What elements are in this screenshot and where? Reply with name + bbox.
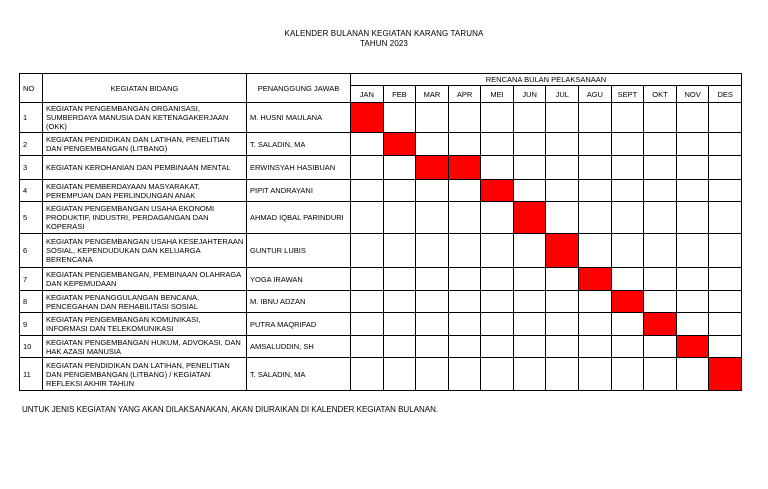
month-cell-nov bbox=[676, 103, 709, 133]
month-cell-des bbox=[709, 156, 742, 180]
month-cell-des bbox=[709, 234, 742, 268]
table-row bbox=[20, 336, 742, 358]
month-cell-jul bbox=[546, 291, 579, 313]
month-cell-des bbox=[709, 291, 742, 313]
person-in-charge: M. HUSNI MAULANA bbox=[247, 103, 351, 133]
month-cell-agu bbox=[579, 291, 612, 313]
active-month-cell-nov bbox=[676, 336, 709, 358]
month-cell-apr bbox=[448, 268, 481, 291]
header-pic: PENANGGUNG JAWAB bbox=[247, 74, 351, 103]
month-cell-agu bbox=[579, 103, 612, 133]
active-month-cell-sept bbox=[611, 291, 644, 313]
month-cell-sept bbox=[611, 268, 644, 291]
month-cell-des bbox=[709, 103, 742, 133]
month-cell-mei bbox=[481, 133, 514, 156]
month-cell-okt bbox=[644, 358, 677, 391]
month-cell-jan bbox=[351, 133, 384, 156]
month-cell-okt bbox=[644, 202, 677, 234]
month-header-sept: SEPT bbox=[611, 86, 644, 103]
month-cell-jul bbox=[546, 336, 579, 358]
month-cell-agu bbox=[579, 180, 612, 202]
person-in-charge: YOGA IRAWAN bbox=[247, 268, 351, 291]
month-cell-nov bbox=[676, 234, 709, 268]
month-cell-apr bbox=[448, 291, 481, 313]
document-subtitle: TAHUN 2023 bbox=[360, 39, 408, 48]
month-cell-apr bbox=[448, 103, 481, 133]
month-cell-okt bbox=[644, 103, 677, 133]
month-cell-jul bbox=[546, 358, 579, 391]
month-cell-agu bbox=[579, 202, 612, 234]
month-cell-jun bbox=[513, 156, 546, 180]
month-cell-sept bbox=[611, 313, 644, 336]
month-cell-jan bbox=[351, 180, 384, 202]
month-cell-sept bbox=[611, 336, 644, 358]
header-plan: RENCANA BULAN PELAKSANAAN bbox=[351, 74, 742, 86]
month-cell-sept bbox=[611, 180, 644, 202]
month-cell-feb bbox=[383, 336, 416, 358]
table-row bbox=[20, 268, 742, 291]
month-cell-apr bbox=[448, 234, 481, 268]
active-month-cell-apr bbox=[448, 156, 481, 180]
row-number: 8 bbox=[20, 291, 43, 313]
month-header-mei: MEI bbox=[481, 86, 514, 103]
month-cell-okt bbox=[644, 268, 677, 291]
activity-name: KEGIATAN PENDIDIKAN DAN LATIHAN, PENELITIAN DAN PENGEMBANGAN (LITBANG) / KEGIATAN REFLEKSI AKHIR TAHUN bbox=[43, 358, 247, 391]
month-cell-jun bbox=[513, 103, 546, 133]
month-cell-jan bbox=[351, 336, 384, 358]
month-cell-feb bbox=[383, 313, 416, 336]
active-month-cell-mar bbox=[416, 156, 449, 180]
month-cell-jun bbox=[513, 291, 546, 313]
month-cell-nov bbox=[676, 133, 709, 156]
month-cell-sept bbox=[611, 133, 644, 156]
month-cell-mei bbox=[481, 336, 514, 358]
month-header-agu: AGU bbox=[579, 86, 612, 103]
row-number: 4 bbox=[20, 180, 43, 202]
month-header-feb: FEB bbox=[383, 86, 416, 103]
month-cell-okt bbox=[644, 180, 677, 202]
month-cell-jun bbox=[513, 336, 546, 358]
table-row bbox=[20, 358, 742, 391]
person-in-charge: PIPIT ANDRAYANI bbox=[247, 180, 351, 202]
person-in-charge: M. IBNU ADZAN bbox=[247, 291, 351, 313]
row-number: 1 bbox=[20, 103, 43, 133]
person-in-charge: T. SALADIN, MA bbox=[247, 133, 351, 156]
active-month-cell-jun bbox=[513, 202, 546, 234]
month-cell-feb bbox=[383, 268, 416, 291]
month-cell-des bbox=[709, 336, 742, 358]
month-cell-des bbox=[709, 133, 742, 156]
row-number: 7 bbox=[20, 268, 43, 291]
month-cell-mar bbox=[416, 336, 449, 358]
active-month-cell-okt bbox=[644, 313, 677, 336]
month-cell-jan bbox=[351, 358, 384, 391]
month-header-mar: MAR bbox=[416, 86, 449, 103]
person-in-charge: AHMAD IQBAL PARINDURI bbox=[247, 202, 351, 234]
month-cell-okt bbox=[644, 234, 677, 268]
active-month-cell-des bbox=[709, 358, 742, 391]
month-cell-jun bbox=[513, 313, 546, 336]
month-cell-okt bbox=[644, 336, 677, 358]
active-month-cell-jul bbox=[546, 234, 579, 268]
month-cell-jun bbox=[513, 180, 546, 202]
row-number: 3 bbox=[20, 156, 43, 180]
month-cell-apr bbox=[448, 202, 481, 234]
month-cell-mei bbox=[481, 202, 514, 234]
month-cell-mei bbox=[481, 313, 514, 336]
month-cell-jan bbox=[351, 156, 384, 180]
month-cell-des bbox=[709, 313, 742, 336]
month-cell-nov bbox=[676, 358, 709, 391]
month-cell-okt bbox=[644, 156, 677, 180]
month-cell-jan bbox=[351, 313, 384, 336]
active-month-cell-jan bbox=[351, 103, 384, 133]
month-header-jan: JAN bbox=[351, 86, 384, 103]
month-cell-nov bbox=[676, 268, 709, 291]
month-cell-sept bbox=[611, 202, 644, 234]
month-cell-jul bbox=[546, 103, 579, 133]
activity-name: KEGIATAN PENDIDIKAN DAN LATIHAN, PENELITIAN DAN PENGEMBANGAN (LITBANG) bbox=[43, 133, 247, 156]
table-row bbox=[20, 180, 742, 202]
month-cell-mar bbox=[416, 202, 449, 234]
table-row bbox=[20, 313, 742, 336]
month-cell-jul bbox=[546, 268, 579, 291]
active-month-cell-agu bbox=[579, 268, 612, 291]
table-row bbox=[20, 291, 742, 313]
month-cell-jul bbox=[546, 202, 579, 234]
month-cell-mar bbox=[416, 103, 449, 133]
month-cell-jul bbox=[546, 180, 579, 202]
month-header-nov: NOV bbox=[676, 86, 709, 103]
table-row bbox=[20, 156, 742, 180]
month-cell-feb bbox=[383, 180, 416, 202]
activity-name: KEGIATAN PEMBERDAYAAN MASYARAKAT, PEREMPUAN DAN PERLINDUNGAN ANAK bbox=[43, 180, 247, 202]
row-number: 2 bbox=[20, 133, 43, 156]
month-cell-mar bbox=[416, 180, 449, 202]
month-cell-mei bbox=[481, 103, 514, 133]
month-cell-jul bbox=[546, 313, 579, 336]
header-no: NO bbox=[20, 74, 43, 103]
month-cell-jul bbox=[546, 133, 579, 156]
month-cell-mar bbox=[416, 358, 449, 391]
month-cell-okt bbox=[644, 133, 677, 156]
activity-name: KEGIATAN PENGEMBANGAN ORGANISASI, SUMBERDAYA MANUSIA DAN KETENAGAKERJAAN (OKK) bbox=[43, 103, 247, 133]
row-number: 9 bbox=[20, 313, 43, 336]
month-cell-feb bbox=[383, 156, 416, 180]
activity-name: KEGIATAN PENGEMBANGAN HUKUM, ADVOKASI, DAN HAK AZASI MANUSIA bbox=[43, 336, 247, 358]
table-row bbox=[20, 133, 742, 156]
month-header-jun: JUN bbox=[513, 86, 546, 103]
month-header-okt: OKT bbox=[644, 86, 677, 103]
month-cell-sept bbox=[611, 358, 644, 391]
month-cell-jan bbox=[351, 234, 384, 268]
month-cell-des bbox=[709, 180, 742, 202]
month-cell-jan bbox=[351, 291, 384, 313]
month-cell-mei bbox=[481, 156, 514, 180]
month-cell-agu bbox=[579, 358, 612, 391]
schedule-table bbox=[19, 73, 742, 391]
month-cell-mei bbox=[481, 291, 514, 313]
month-cell-apr bbox=[448, 180, 481, 202]
month-cell-sept bbox=[611, 156, 644, 180]
month-cell-agu bbox=[579, 156, 612, 180]
month-cell-okt bbox=[644, 291, 677, 313]
month-cell-mei bbox=[481, 234, 514, 268]
month-cell-jun bbox=[513, 133, 546, 156]
footnote: UNTUK JENIS KEGIATAN YANG AKAN DILAKSANAKAN, AKAN DIURAIKAN DI KALENDER KEGIATAN BULANAN. bbox=[22, 405, 439, 414]
row-number: 10 bbox=[20, 336, 43, 358]
month-cell-nov bbox=[676, 291, 709, 313]
table-row bbox=[20, 234, 742, 268]
month-cell-jul bbox=[546, 156, 579, 180]
month-cell-sept bbox=[611, 234, 644, 268]
row-number: 5 bbox=[20, 202, 43, 234]
month-cell-mar bbox=[416, 291, 449, 313]
month-cell-mar bbox=[416, 234, 449, 268]
month-cell-nov bbox=[676, 202, 709, 234]
row-number: 6 bbox=[20, 234, 43, 268]
activity-name: KEGIATAN PENGEMBANGAN USAHA KESEJAHTERAAN SOSIAL, KEPENDUDUKAN DAN KELUARGA BERENCANA bbox=[43, 234, 247, 268]
month-cell-agu bbox=[579, 133, 612, 156]
month-cell-agu bbox=[579, 234, 612, 268]
person-in-charge: ERWINSYAH HASIBUAN bbox=[247, 156, 351, 180]
month-cell-feb bbox=[383, 291, 416, 313]
month-header-apr: APR bbox=[448, 86, 481, 103]
month-cell-mei bbox=[481, 358, 514, 391]
row-number: 11 bbox=[20, 358, 43, 391]
active-month-cell-feb bbox=[383, 133, 416, 156]
table-row bbox=[20, 202, 742, 234]
person-in-charge: T. SALADIN, MA bbox=[247, 358, 351, 391]
month-header-des: DES bbox=[709, 86, 742, 103]
month-cell-feb bbox=[383, 202, 416, 234]
month-cell-mei bbox=[481, 268, 514, 291]
table-row bbox=[20, 103, 742, 133]
month-cell-apr bbox=[448, 133, 481, 156]
month-cell-mar bbox=[416, 268, 449, 291]
month-cell-feb bbox=[383, 103, 416, 133]
month-cell-apr bbox=[448, 313, 481, 336]
activity-name: KEGIATAN PENGEMBANGAN KOMUNIKASI, INFORMASI DAN TELEKOMUNIKASI bbox=[43, 313, 247, 336]
activity-name: KEGIATAN PENANGGULANGAN BENCANA, PENCEGAHAN DAN REHABILITASI SOSIAL bbox=[43, 291, 247, 313]
month-cell-jun bbox=[513, 268, 546, 291]
month-cell-feb bbox=[383, 234, 416, 268]
month-cell-jan bbox=[351, 202, 384, 234]
person-in-charge: AMSALUDDIN, SH bbox=[247, 336, 351, 358]
month-header-jul: JUL bbox=[546, 86, 579, 103]
document-title: KALENDER BULANAN KEGIATAN KARANG TARUNA bbox=[284, 29, 484, 38]
month-cell-jun bbox=[513, 234, 546, 268]
person-in-charge: GUNTUR LUBIS bbox=[247, 234, 351, 268]
month-cell-mar bbox=[416, 133, 449, 156]
activity-name: KEGIATAN PENGEMBANGAN, PEMBINAAN OLAHRAGA DAN KEPEMUDAAN bbox=[43, 268, 247, 291]
header-activity: KEGIATAN BIDANG bbox=[43, 74, 247, 103]
activity-name: KEGIATAN PENGEMBANGAN USAHA EKONOMI PRODUKTIF, INDUSTRI, PERDAGANGAN DAN KOPERASI bbox=[43, 202, 247, 234]
month-cell-jan bbox=[351, 268, 384, 291]
month-cell-agu bbox=[579, 336, 612, 358]
month-cell-sept bbox=[611, 103, 644, 133]
month-cell-jun bbox=[513, 358, 546, 391]
month-cell-nov bbox=[676, 180, 709, 202]
activity-name: KEGIATAN KEROHANIAN DAN PEMBINAAN MENTAL bbox=[43, 156, 247, 180]
month-cell-apr bbox=[448, 358, 481, 391]
person-in-charge: PUTRA MAQRIFAD bbox=[247, 313, 351, 336]
month-cell-nov bbox=[676, 313, 709, 336]
month-cell-mar bbox=[416, 313, 449, 336]
month-cell-feb bbox=[383, 358, 416, 391]
month-cell-des bbox=[709, 202, 742, 234]
month-cell-des bbox=[709, 268, 742, 291]
month-cell-agu bbox=[579, 313, 612, 336]
active-month-cell-mei bbox=[481, 180, 514, 202]
month-cell-nov bbox=[676, 156, 709, 180]
month-cell-apr bbox=[448, 336, 481, 358]
